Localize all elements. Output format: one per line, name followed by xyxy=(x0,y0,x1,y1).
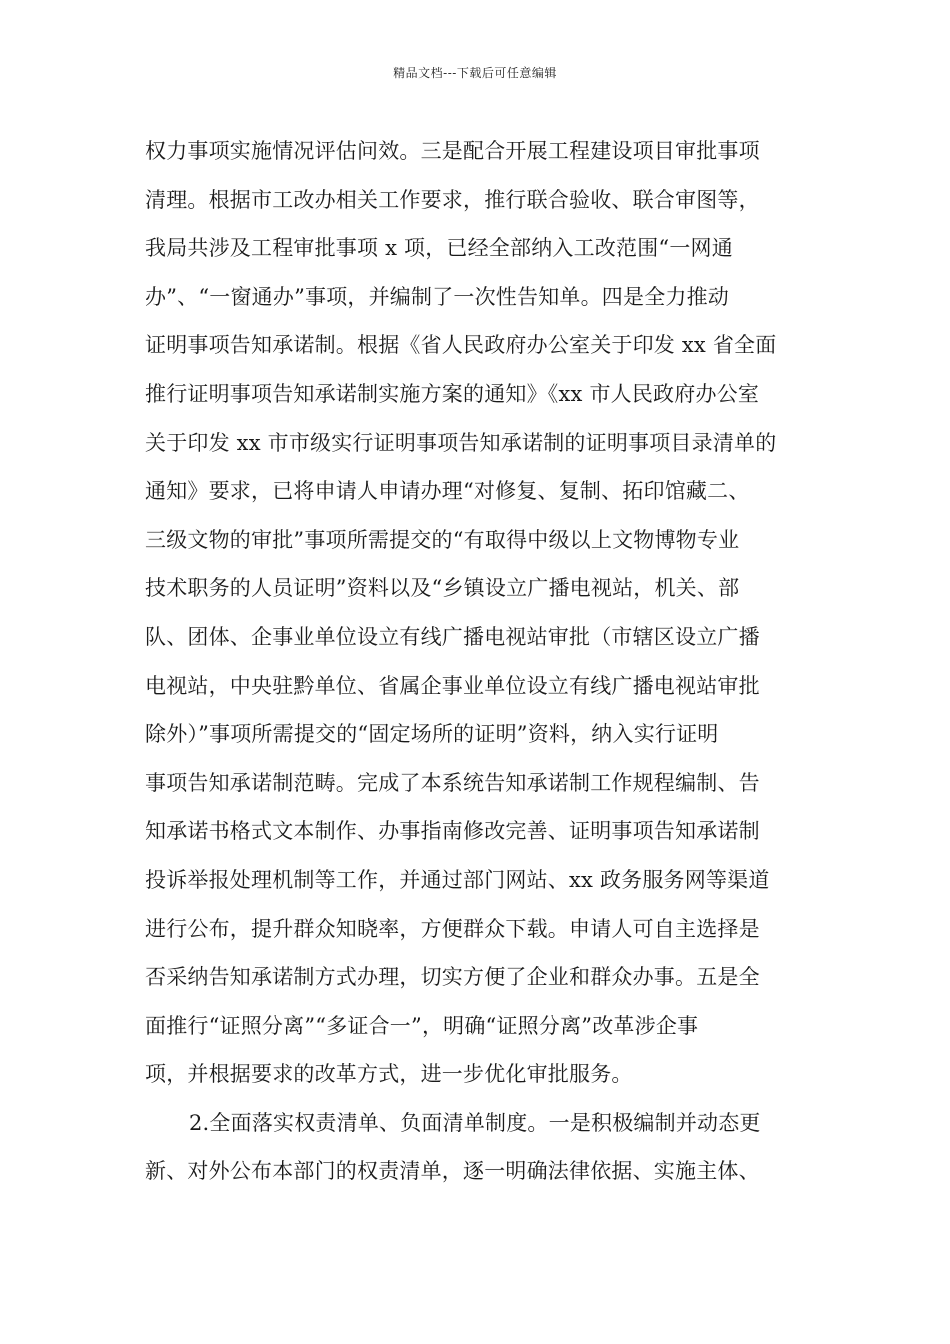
text-line: 三级文物的审批”事项所需提交的“有取得中级以上文物博物专业 xyxy=(145,527,740,552)
text-line: 进行公布，提升群众知晓率，方便群众下载。申请人可自主选择是 xyxy=(145,916,760,941)
text-line: 推行证明事项告知承诺制实施方案的通知》《xx 市人民政府办公室 xyxy=(145,381,760,406)
text-line: 否采纳告知承诺制方式办理，切实方便了企业和群众办事。五是全 xyxy=(145,965,760,990)
text-line: 事项告知承诺制范畴。完成了本系统告知承诺制工作规程编制、告 xyxy=(145,770,760,795)
text-line: 我局共涉及工程审批事项 x 项，已经全部纳入工改范围“一网通 xyxy=(145,236,733,261)
text-line: 电视站，中央驻黔单位、省属企事业单位设立有线广播电视站审批 xyxy=(145,673,760,698)
text-line: 关于印发 xx 市市级实行证明事项告知承诺制的证明事项目录清单的 xyxy=(145,430,777,455)
text-line: 办”、“一窗通办”事项，并编制了一次性告知单。四是全力推动 xyxy=(145,284,730,309)
text-line: 队、团体、企事业单位设立有线广播电视站审批（市辖区设立广播 xyxy=(145,624,760,649)
text-line: 投诉举报处理机制等工作，并通过部门网站、xx 政务服务网等渠道 xyxy=(145,867,770,892)
document-body xyxy=(145,127,809,1196)
text-line: 清理。根据市工改办相关工作要求，推行联合验收、联合审图等， xyxy=(145,187,760,212)
text-line: 权力事项实施情况评估问效。三是配合开展工程建设项目审批事项 xyxy=(145,139,760,163)
text-line: 通知》要求，已将申请人申请办理“对修复、复制、拓印馆藏二、 xyxy=(145,479,750,504)
paragraph-heading-line: 2.全面落实权责清单、负面清单制度。一是积极编制并动态更 xyxy=(189,1110,761,1135)
text-line: 除外）”事项所需提交的“固定场所的证明”资料，纳入实行证明 xyxy=(145,722,719,747)
page-header: 精品文档---下载后可任意编辑 xyxy=(393,66,557,80)
text-line: 证明事项告知承诺制。根据《省人民政府办公室关于印发 xx 省全面 xyxy=(145,333,777,358)
text-line: 知承诺书格式文本制作、办事指南修改完善、证明事项告知承诺制 xyxy=(145,819,760,844)
text-line: 面推行“证照分离”“多证合一”，明确“证照分离”改革涉企事 xyxy=(145,1013,699,1038)
text-line: 项，并根据要求的改革方式，进一步优化审批服务。 xyxy=(145,1062,633,1087)
text-line: 新、对外公布本部门的权责清单，逐一明确法律依据、实施主体、 xyxy=(145,1159,760,1184)
text-line: 技术职务的人员证明”资料以及“乡镇设立广播电视站，机关、部 xyxy=(145,576,740,601)
